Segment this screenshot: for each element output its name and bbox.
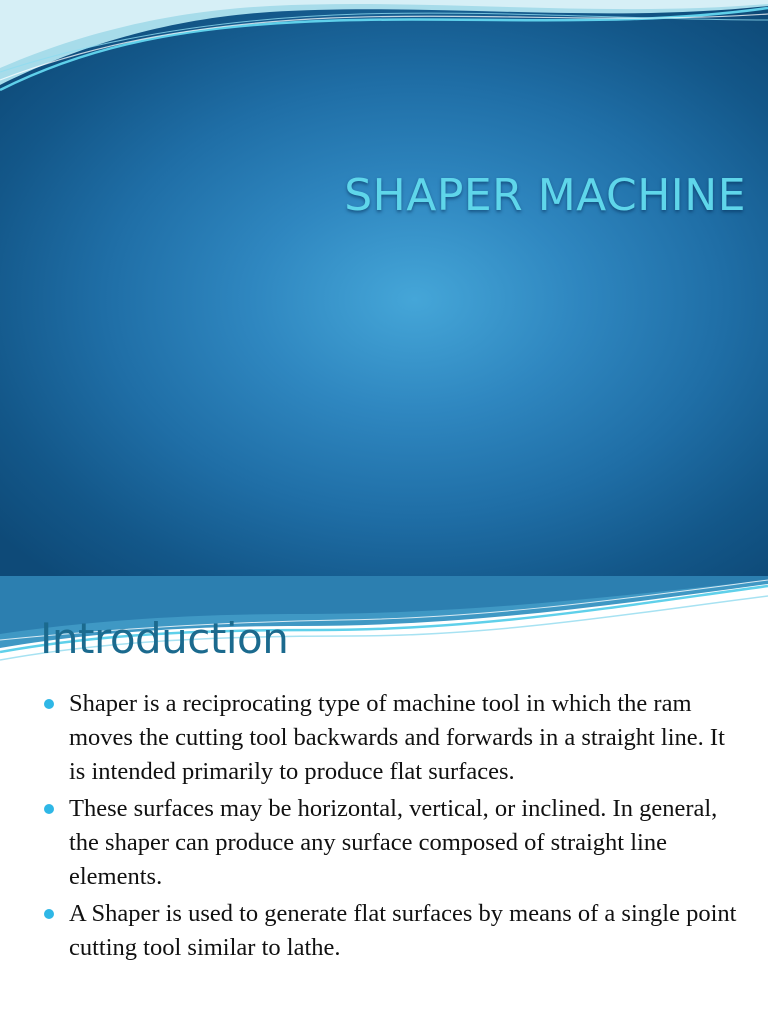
bullet-item <box>44 792 744 894</box>
bullet-list <box>44 687 744 968</box>
bullet-marker-icon <box>44 804 54 814</box>
intro-heading: Introduction <box>40 614 289 663</box>
bullet-item <box>44 897 744 965</box>
intro-slide <box>0 576 768 1024</box>
bullet-item <box>44 687 744 789</box>
slide-title: SHAPER MACHINE <box>344 170 746 221</box>
bullet-marker-icon <box>44 909 54 919</box>
bullet-text: Shaper is a reciprocating type of machine tool in which the ram moves the cutting tool backwards and forwards in a straight line. It is intended primarily to produce flat surfaces. <box>69 690 725 785</box>
wave-decoration <box>0 0 768 95</box>
bullet-marker-icon <box>44 699 54 709</box>
bullet-text: These surfaces may be horizontal, vertical, or inclined. In general, the shaper can produce any surface composed of straight line elements. <box>69 795 718 890</box>
bullet-text: A Shaper is used to generate flat surfaces by means of a single point cutting tool similar to lathe. <box>69 900 737 961</box>
